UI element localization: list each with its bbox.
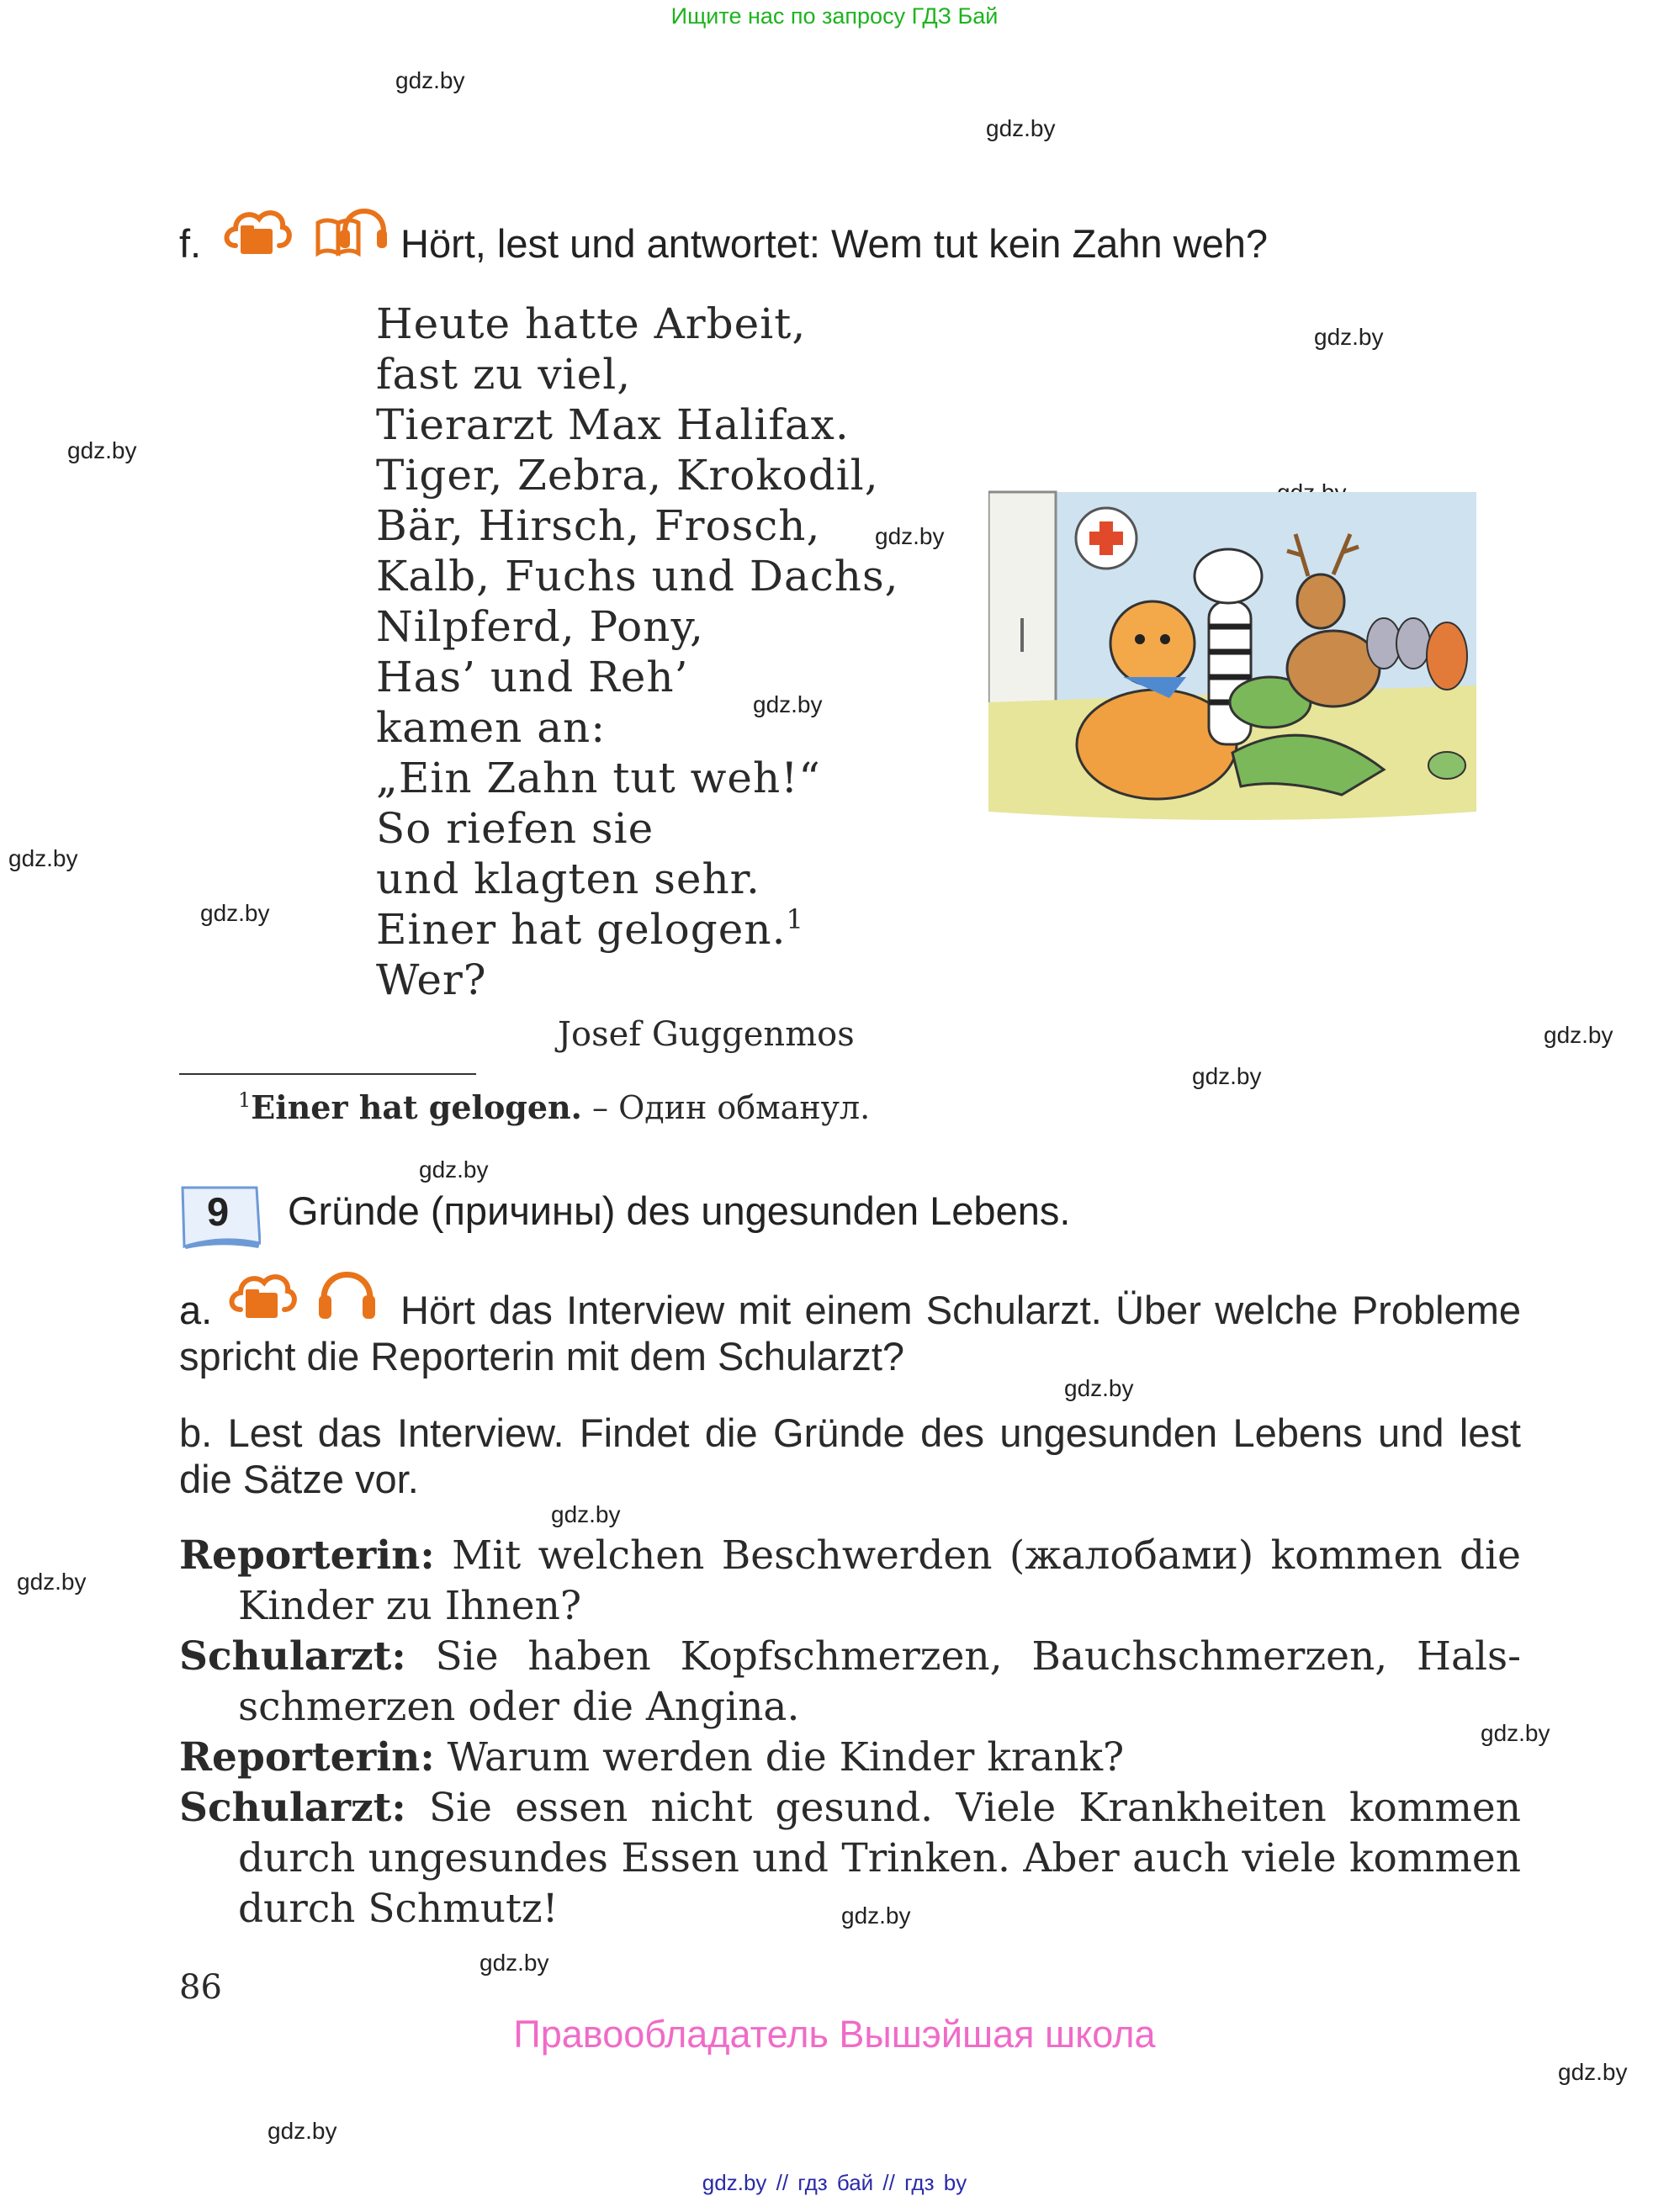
poem-line: So riefen sie xyxy=(376,804,654,853)
dialog-entry xyxy=(179,1531,1521,1632)
watermark: gdz.by xyxy=(1192,1063,1262,1089)
dialog-speaker: Schularzt: xyxy=(179,1785,406,1831)
task-b-text: b. Lest das Interview. Findet die Gründe des ungesunden Lebens und lest die Sätze vor. xyxy=(179,1410,1521,1501)
poem-line: Tierarzt Max Halifax. xyxy=(376,400,850,449)
watermark: gdz.by xyxy=(200,900,270,926)
watermark: gdz.by xyxy=(17,1569,87,1595)
footnote xyxy=(238,1088,870,1126)
poem-line: Tiger, Zebra, Krokodil, xyxy=(376,451,879,500)
watermark: gdz.by xyxy=(1558,2059,1628,2085)
dialog-text: Warum werden die Kinder krank? xyxy=(434,1734,1125,1781)
watermark: gdz.by xyxy=(419,1156,489,1183)
poem-line: und klagten sehr. xyxy=(376,855,760,903)
task-a-letter: a. xyxy=(179,1288,213,1332)
cloud-folder-icon xyxy=(220,202,292,261)
exercise-title: Gründe (причины) des ungesunden Lebens. xyxy=(288,1188,1071,1233)
poem xyxy=(376,299,899,1005)
task-a-text: Hört das Interview mit einem Schularzt. Über welche Probleme spricht die Reporterin mit dem Schularzt? xyxy=(179,1288,1521,1379)
dialog-speaker: Reporterin: xyxy=(179,1734,435,1781)
poem-line: Nilpferd, Pony, xyxy=(376,602,704,651)
watermark: gdz.by xyxy=(753,691,823,717)
watermark: gdz.by xyxy=(986,115,1056,141)
dialog-speaker: Reporterin: xyxy=(179,1532,435,1579)
poem-line: Wer? xyxy=(376,955,487,1004)
watermark: gdz.by xyxy=(841,1902,911,1929)
watermark: gdz.by xyxy=(395,67,465,93)
poem-line: Heute hatte Arbeit, xyxy=(376,299,807,348)
poem-line: Kalb, Fuchs und Dachs, xyxy=(376,552,899,601)
footnote-marker: 1 xyxy=(238,1088,252,1112)
watermark: gdz.by xyxy=(1314,324,1384,350)
watermark: gdz.by xyxy=(551,1501,621,1527)
dialog-speaker: Schularzt: xyxy=(179,1633,406,1680)
poem-line: kamen an: xyxy=(376,703,607,752)
dialog-entry xyxy=(179,1783,1521,1934)
watermark: gdz.by xyxy=(875,523,945,549)
poem-line: Has’ und Reh’ xyxy=(376,653,689,701)
watermark: gdz.by xyxy=(1481,1720,1550,1746)
interview-dialog xyxy=(179,1531,1521,1934)
dialog-text: Mit welchen Beschwerden (жалобами) kommen die Kinder zu Ihnen? xyxy=(238,1532,1521,1629)
dialog-text: Sie haben Kopfschmerzen, Bauchschmerzen, Hals-schmerzen oder die Angina. xyxy=(238,1633,1521,1730)
dialog-text: Sie essen nicht gesund. Viele Krankheiten kommen durch ungesundes Essen und Trinken. Aber auch viele kommen durch Schmutz! xyxy=(238,1785,1521,1932)
watermark: gdz.by xyxy=(1064,1375,1134,1401)
watermark: gdz.by xyxy=(8,845,78,871)
animals-at-vet-illustration xyxy=(988,475,1476,828)
dialog-entry xyxy=(179,1632,1521,1733)
footnote-phrase: Einer hat gelogen. xyxy=(251,1088,582,1126)
section-f-title: Hört, lest und antwortet: Wem tut kein Zahn weh? xyxy=(400,221,1269,266)
bottom-links[interactable]: gdz.by // гдз бай // гдз by xyxy=(702,2170,967,2195)
watermark: gdz.by xyxy=(1544,1022,1613,1048)
watermark: gdz.by xyxy=(67,437,137,463)
poem-line: „Ein Zahn tut weh!“ xyxy=(376,754,821,802)
watermark: gdz.by xyxy=(268,2118,337,2144)
dialog-entry xyxy=(179,1733,1521,1783)
footnote-divider xyxy=(179,1073,476,1075)
exercise-number: 9 xyxy=(207,1189,230,1234)
poem-line: Bär, Hirsch, Frosch, xyxy=(376,501,821,550)
rights-holder: Правообладатель Вышэйшая школа xyxy=(513,2013,1156,2056)
poem-line: fast zu viel, xyxy=(376,350,632,399)
book-headphones-icon xyxy=(310,198,389,261)
footnote-translation: – Один обманул. xyxy=(581,1089,871,1126)
top-banner: Ищите нас по запросу ГДЗ Бай xyxy=(670,3,999,29)
poem-line: Einer hat gelogen.$^1$ xyxy=(376,903,804,954)
footnote-marker: 1 xyxy=(786,903,804,935)
page-number: 86 xyxy=(179,1968,222,2007)
watermark: gdz.by xyxy=(480,1950,549,1976)
section-f-letter: f. xyxy=(179,221,202,266)
poem-author: Josef Guggenmos xyxy=(558,1015,855,1054)
